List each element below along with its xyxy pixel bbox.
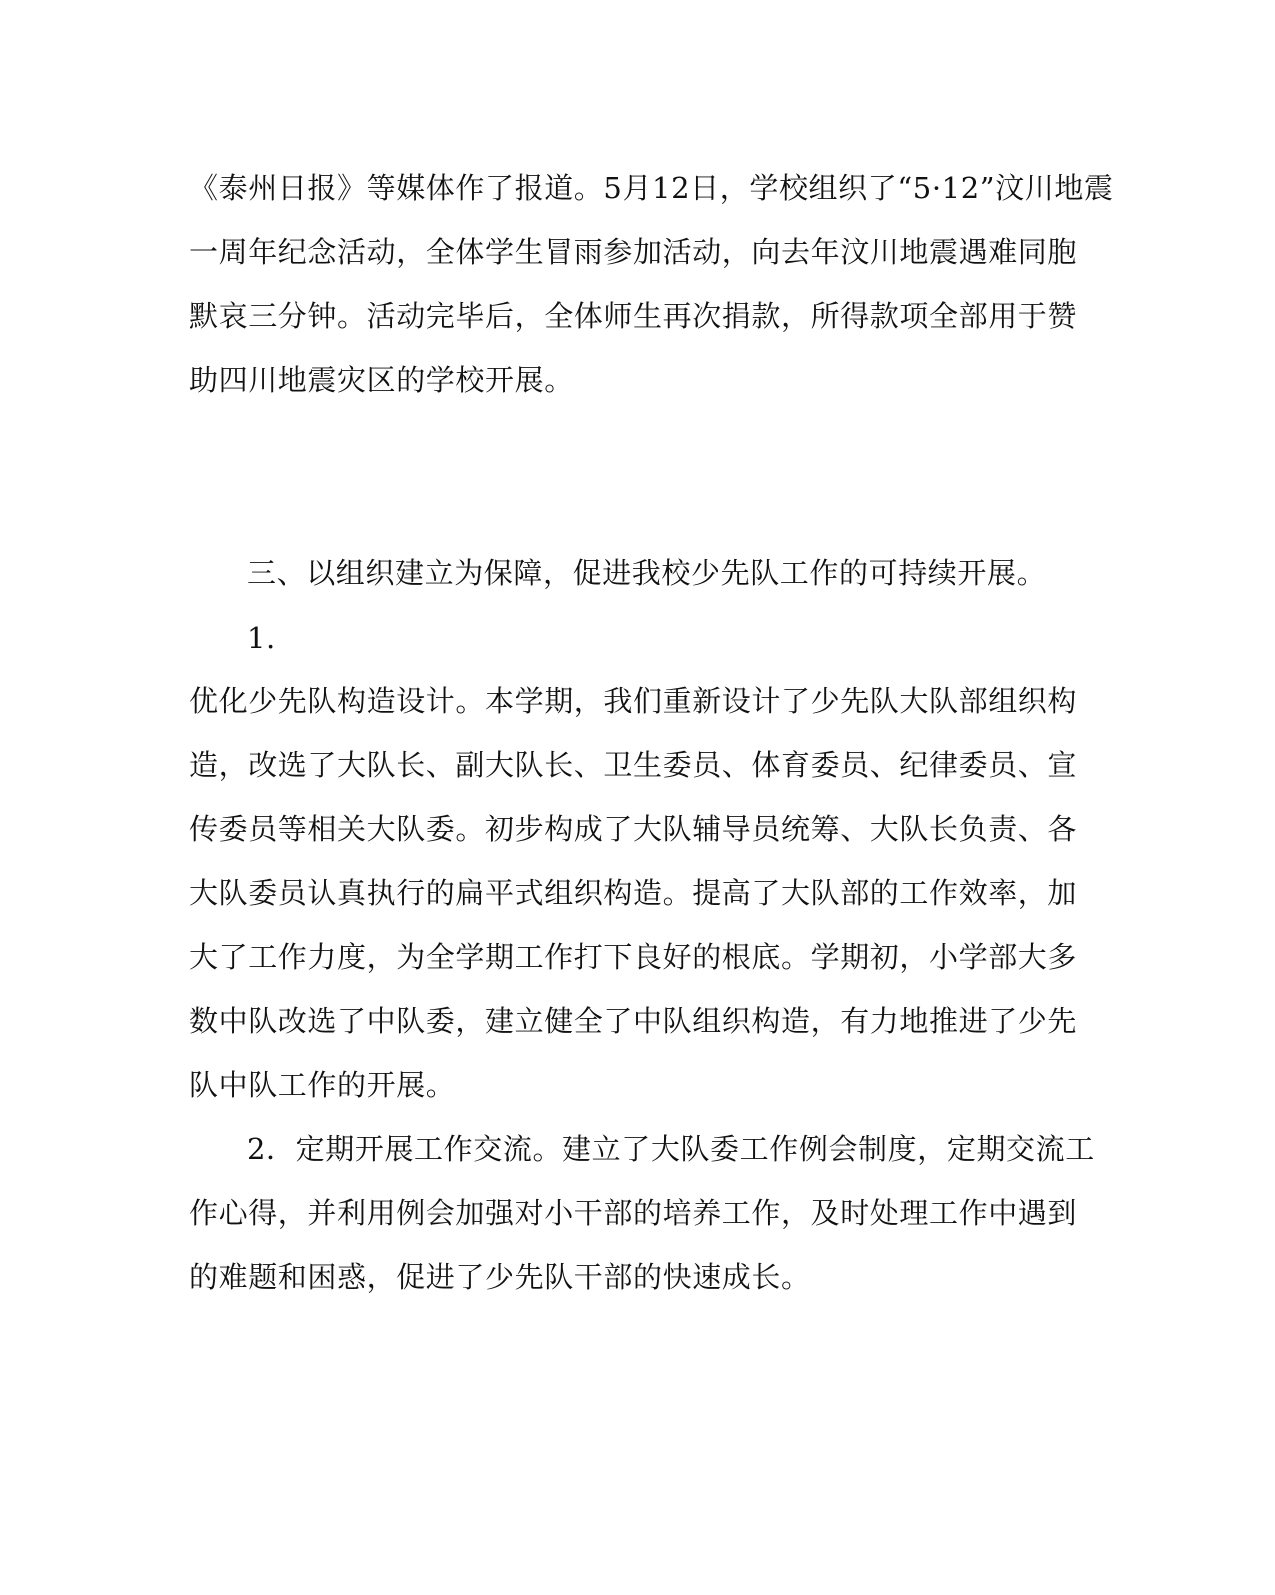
paragraph-line: 2．定期开展工作交流。建立了大队委工作例会制度，定期交流工 (247, 1132, 1095, 1166)
paragraph-line: 默哀三分钟。活动完毕后，全体师生再次捐款，所得款项全部用于赞 (189, 299, 1078, 333)
paragraph-line: 造，改选了大队长、副大队长、卫生委员、体育委员、纪律委员、宣 (189, 748, 1078, 782)
paragraph-line: 作心得，并利用例会加强对小干部的培养工作，及时处理工作中遇到 (189, 1196, 1078, 1230)
paragraph-line: 一周年纪念活动，全体学生冒雨参加活动，向去年汶川地震遇难同胞 (189, 235, 1078, 269)
paragraph-line: 助四川地震灾区的学校开展。 (189, 363, 574, 397)
paragraph-line: 《泰州日报》等媒体作了报道。5月12日，学校组织了“5·12”汶川地震 (189, 171, 1114, 205)
paragraph-line: 数中队改选了中队委，建立健全了中队组织构造，有力地推进了少先 (189, 1004, 1078, 1038)
paragraph-line: 的难题和困惑，促进了少先队干部的快速成长。 (189, 1260, 811, 1294)
list-number: 1. (247, 621, 276, 655)
paragraph-line: 大队委员认真执行的扁平式组织构造。提高了大队部的工作效率，加 (189, 876, 1078, 910)
section-heading: 三、以组织建立为保障，促进我校少先队工作的可持续开展。 (247, 556, 1047, 590)
paragraph-line: 大了工作力度，为全学期工作打下良好的根底。学期初，小学部大多 (189, 940, 1078, 974)
paragraph-line: 传委员等相关大队委。初步构成了大队辅导员统筹、大队长负责、各 (189, 812, 1078, 846)
paragraph-line: 优化少先队构造设计。本学期，我们重新设计了少先队大队部组织构 (189, 684, 1078, 718)
paragraph-line: 队中队工作的开展。 (189, 1068, 456, 1102)
